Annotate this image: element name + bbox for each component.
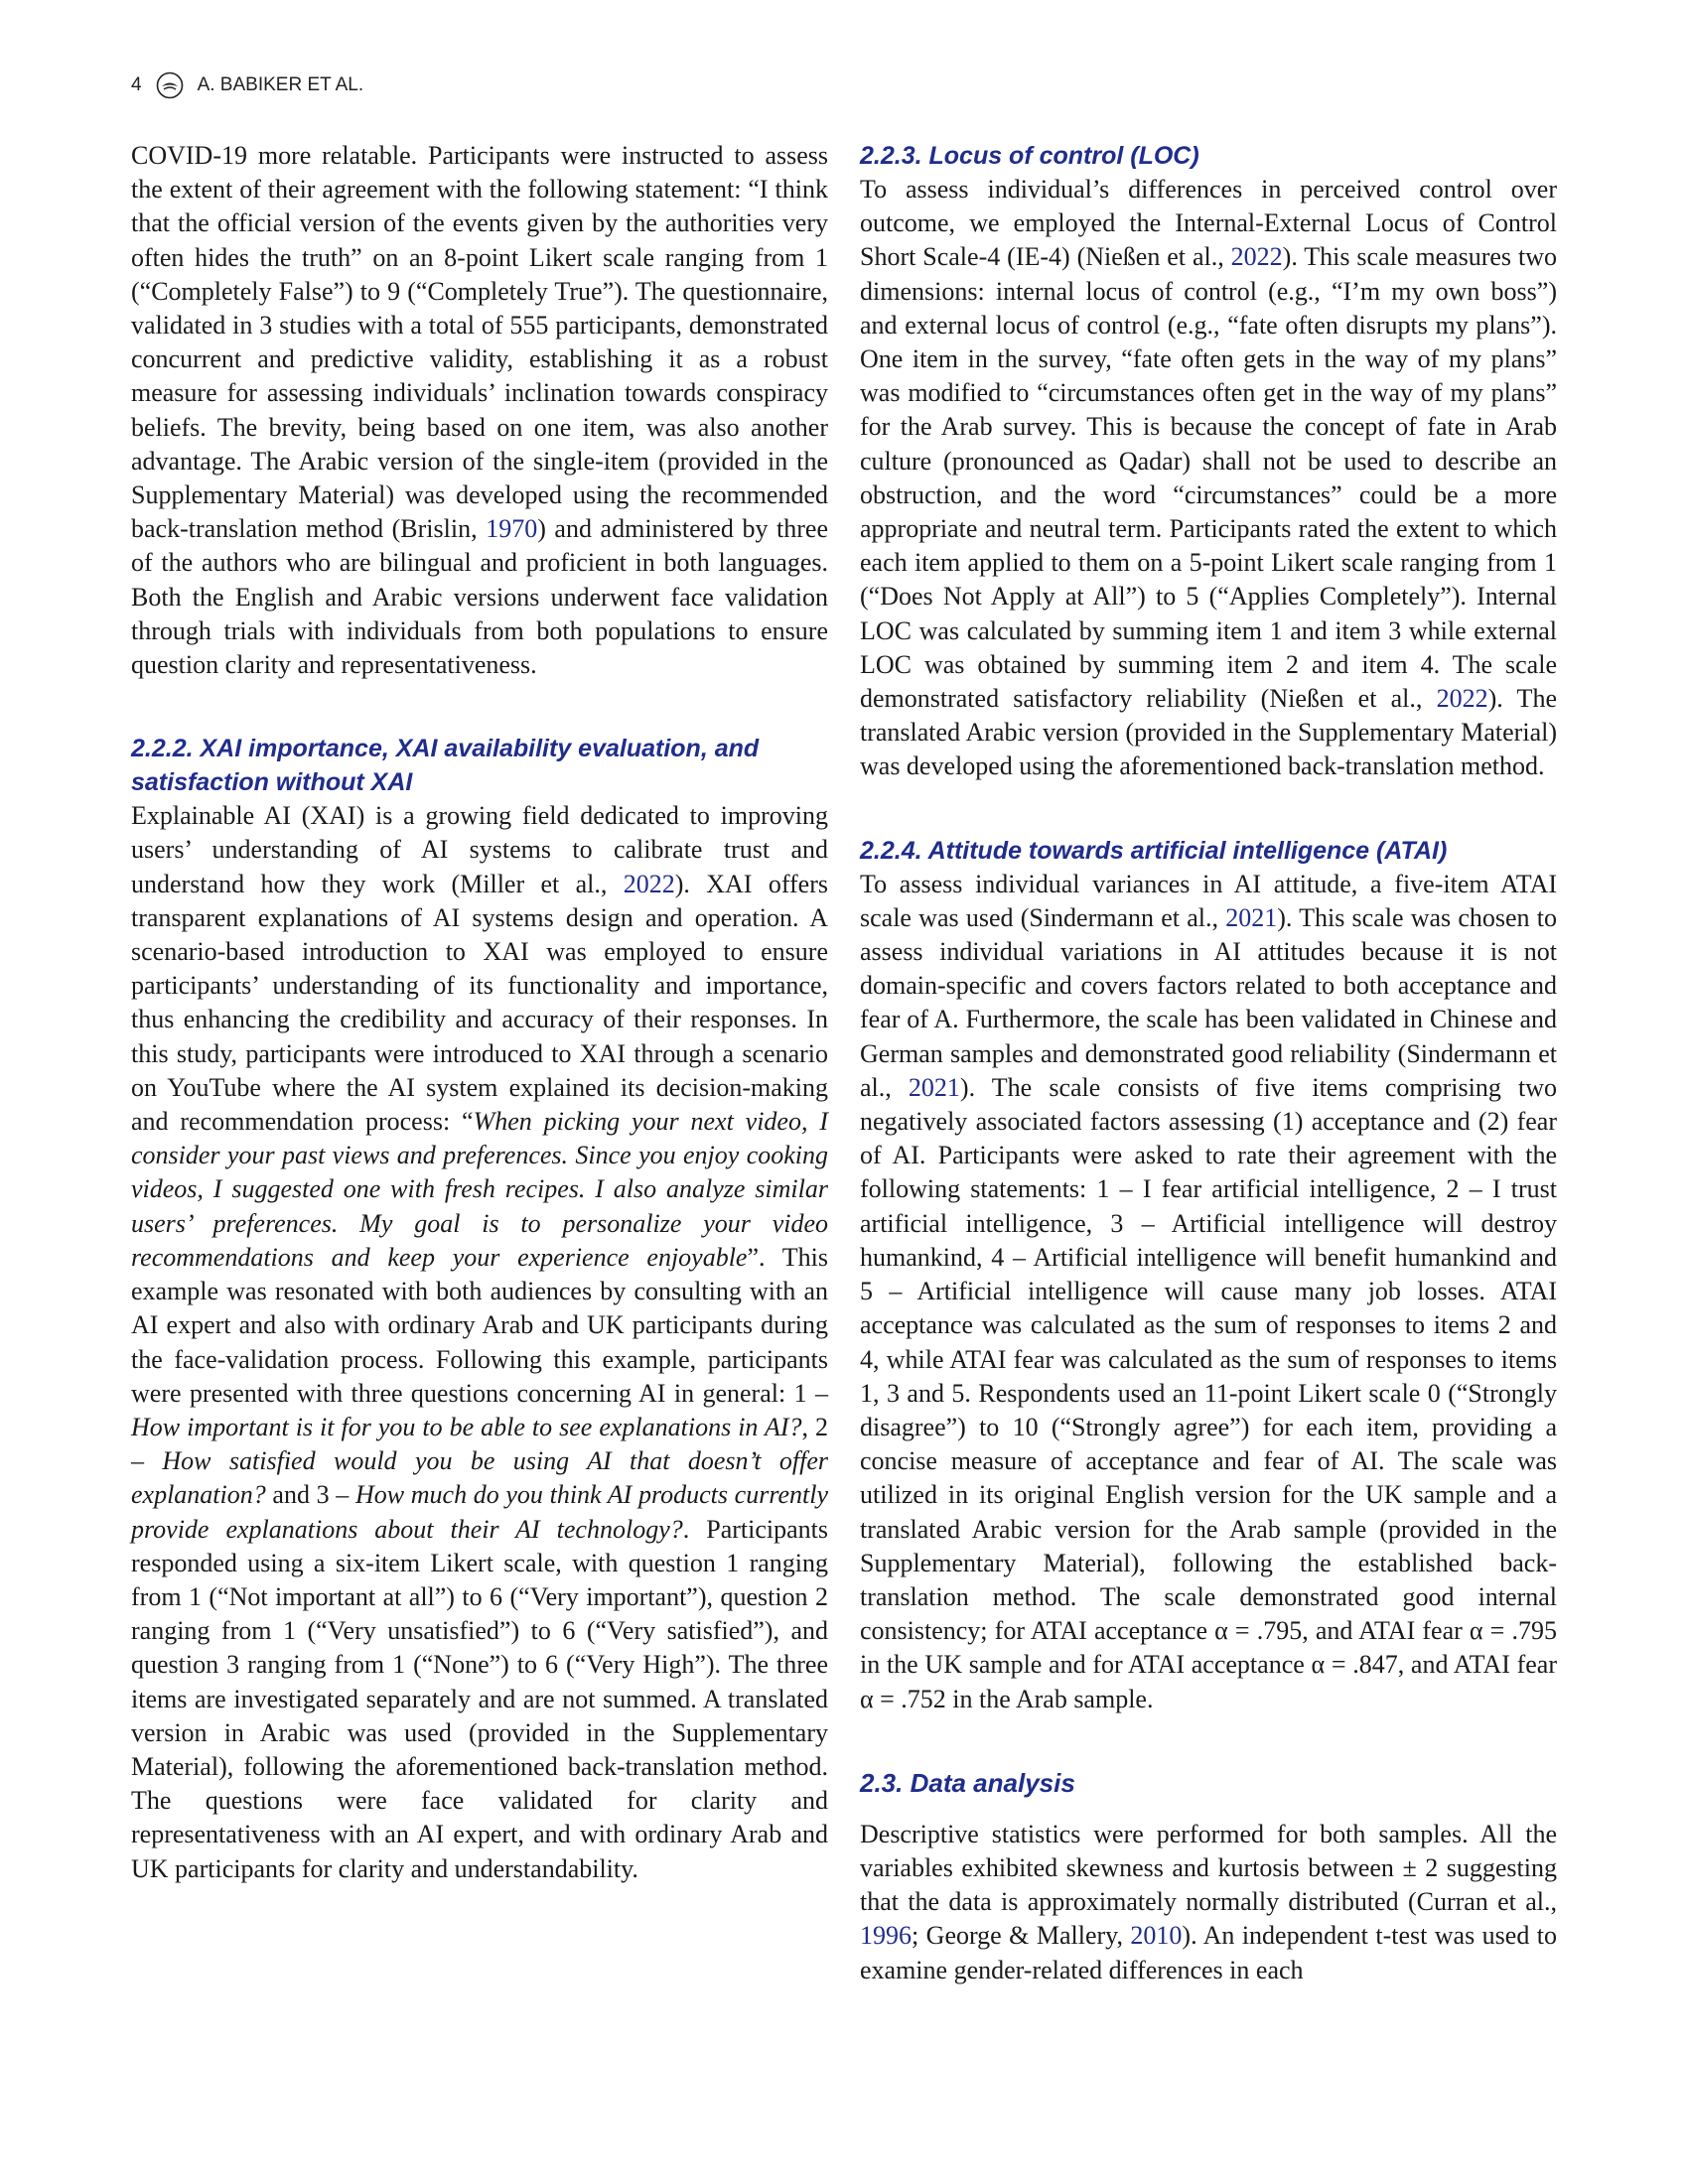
section-heading-2-2-2: 2.2.2. XAI importance, XAI availability evaluation, and satisfaction without XAI [131,735,760,797]
citation-link[interactable]: 2010 [1130,1921,1183,1951]
right-column [860,139,1557,1987]
citation-link[interactable]: 1970 [486,514,538,544]
paragraph-conspiracy-measure: COVID-19 more relatable. Participants were instructed to assess the extent of their agreement with the following statement: “I think that the official version of the events given by the authorities very often hides the truth” on an 8-point Likert scale ranging from 1 (“Completely False”) to 9 (“Completely True”). The questionnaire, validated in 3 studies with a total of 555 participants, demonstrated concurrent and predictive validity, establishing it as a robust measure for assessing individuals’ inclination towards conspiracy beliefs. The brevity, being based on one item, was also another advantage. The Arabic version of the single-item (provided in the Supplementary Material) was developed using the recommended back-translation method (Brislin, 1970) and administered by three of the authors who are bilingual and proficient in both languages. Both the English and Arabic versions underwent face validation through trials with individuals from both populations to ensure question clarity and representativeness. [131,141,828,680]
running-head [131,71,363,99]
citation-link[interactable]: 2021 [1225,902,1278,932]
section-heading-2-3: 2.3. Data analysis [860,1767,1075,1798]
citation-link[interactable]: 2022 [1436,684,1488,714]
citation-link[interactable]: 2021 [908,1072,960,1102]
running-head-authors: A. BABIKER ET AL. [197,74,364,95]
publisher-logo-icon [156,71,184,99]
paragraph-data-analysis: Descriptive statistics were performed for both samples. All the variables exhibited skewness and kurtosis between ± 2 suggesting that the data is approximately normally distributed (Curran et al., 1996; George & Mallery, 2010). An independent t-test was used to examine gender-related differences in each [860,1819,1558,1984]
page-number: 4 [131,74,142,95]
section-heading-2-2-3: 2.2.3. Locus of control (LOC) [860,142,1199,170]
paragraph-xai: Explainable AI (XAI) is a growing field dedicated to improving users’ understanding of AI systems to calibrate trust and understand how they work (Miller et al., 2022). XAI offers transparent explanations of AI systems design and operation. A scenario-based introduction to XAI was employed to ensure participants’ understanding of its functionality and importance, thus enhancing the credibility and accuracy of their responses. In this study, participants were introduced to XAI through a scenario on YouTube where the AI system explained its decision-making and recommendation process: “When picking your next video, I consider your past views and preferences. Since you enjoy cooking videos, I suggested one with fresh recipes. I also analyze similar users’ preferences. My goal is to personalize your video recommendations and keep your experience enjoyable”. This example was resonated with both audiences by consulting with an AI expert and also with ordinary Arab and UK participants during the face-validation process. Following this example, participants were presented with three questions concerning AI in general: 1 – How important is it for you to be able to see explanations in AI?, 2 – How satisfied would you be using AI that doesn’t offer explanation? and 3 – How much do you think AI products currently provide explanations about their AI technology?. Participants responded using a six-item Likert scale, with question 1 ranging from 1 (“Not important at all”) to 6 (“Very important”), question 2 ranging from 1 (“Very unsatisfied”) to 6 (“Very satisfied”), and question 3 ranging from 1 (“None”) to 6 (“Very High”). The three items are investigated separately and are not summed. A translated version in Arabic was used (provided in the Supplementary Material), following the aforementioned back-translation method. The questions were face validated for clarity and representativeness with an AI expert, and with ordinary Arab and UK participants for clarity and understandability. [131,801,829,1883]
left-column [131,139,828,1886]
citation-link[interactable]: 2022 [1230,242,1283,272]
citation-link[interactable]: 2022 [623,869,675,898]
paragraph-atai: To assess individual variances in AI attitude, a five-item ATAI scale was used (Sindermann et al., 2021). This scale was chosen to assess individual variations in AI attitudes because it is not domain-specific and covers factors related to both acceptance and fear of A. Furthermore, the scale has been validated in Chinese and German samples and demonstrated good reliability (Sindermann et al., 2021). The scale consists of five items comprising two negatively associated factors assessing (1) acceptance and (2) fear of AI. Participants were asked to rate their agreement with the following statements: 1 – I fear artificial intelligence, 2 – I trust artificial intelligence, 3 – Artificial intelligence will destroy humankind, 4 – Artificial intelligence will benefit humankind and 5 – Artificial intelligence will cause many job losses. ATAI acceptance was calculated as the sum of responses to items 2 and 4, while ATAI fear was calculated as the sum of responses to items 1, 3 and 5. Respondents used an 11-point Likert scale 0 (“Strongly disagree”) to 10 (“Strongly agree”) for each item, providing a concise measure of acceptance and fear of AI. The scale was utilized in its original English version for the UK sample and a translated Arabic version for the Arab sample (provided in the Supplementary Material), following the established back-translation method. The scale demonstrated good internal consistency; for ATAI acceptance α = .795, and ATAI fear α = .795 in the UK sample and for ATAI acceptance α = .847, and ATAI fear α = .752 in the Arab sample. [860,869,1557,1713]
paragraph-locus-of-control: To assess individual’s differences in perceived control over outcome, we employed the Internal-External Locus of Control Short Scale-4 (IE-4) (Nießen et al., 2022). This scale measures two dimensions: internal locus of control (e.g., “I’m my own boss”) and external locus of control (e.g., “fate often disrupts my plans”). One item in the survey, “fate often gets in the way of my plans” was modified to “circumstances often get in the way of my plans” for the Arab survey. This is because the concept of fate in Arab culture (pronounced as Qadar) shall not be used to describe an obstruction, and the word “circumstances” could be a more appropriate and neutral term. Participants rated the extent to which each item applied to them on a 5-point Likert scale ranging from 1 (“Does Not Apply at All”) to 5 (“Applies Completely”). Internal LOC was calculated by summing item 1 and item 3 while external LOC was obtained by summing item 2 and item 4. The scale demonstrated satisfactory reliability (Nießen et al., 2022). The translated Arabic version (provided in the Supplementary Material) was developed using the aforementioned back-translation method. [860,175,1557,781]
citation-link[interactable]: 1996 [860,1921,912,1951]
section-heading-2-2-4: 2.2.4. Attitude towards artificial intelligence (ATAI) [860,836,1448,865]
